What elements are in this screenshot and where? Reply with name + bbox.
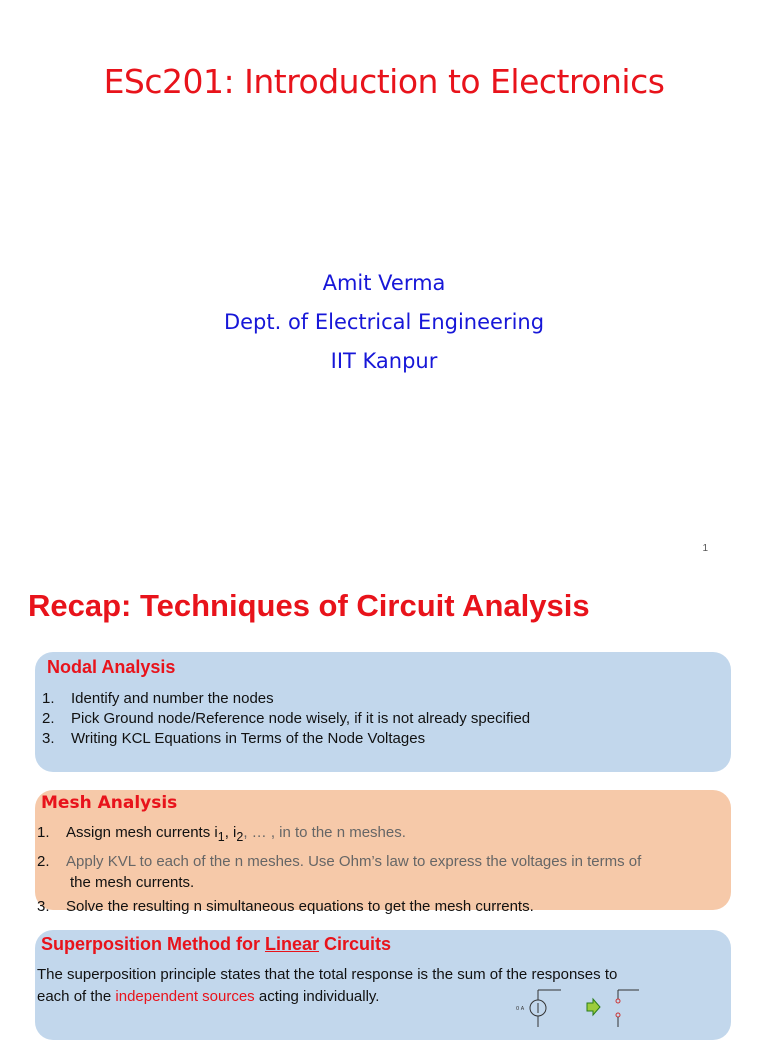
mesh-analysis-box	[35, 790, 731, 915]
superposition-heading: Superposition Method for Linear Circuits	[41, 934, 392, 954]
list-item: 1. Assign mesh currents $i_1$, $i_2$, … , in to the n meshes.	[37, 824, 406, 844]
mesh-list	[37, 822, 641, 920]
nodal-heading: Nodal Analysis	[47, 657, 176, 677]
slide-number: 1	[702, 543, 708, 554]
list-item: 3. Writing KCL Equations in Terms of the Node Voltages	[42, 730, 426, 747]
author-name: Amit Verma	[322, 271, 446, 295]
nodal-analysis-box	[35, 652, 731, 772]
list-item: 2. Apply KVL to each of the n meshes. Use Ohm’s law to express the voltages in terms of the mesh currents.	[37, 853, 642, 891]
circuit-diagram	[513, 987, 643, 1027]
list-item: 3. Solve the resulting n simultaneous equations to get the mesh currents.	[37, 898, 534, 915]
course-title: ESc201: Introduction to Electronics	[103, 62, 665, 101]
open-terminal-icon	[616, 1013, 620, 1017]
mesh-heading: Mesh Analysis	[41, 793, 178, 813]
arrow-right-icon	[587, 999, 600, 1015]
nodal-list	[42, 689, 530, 749]
current-source-label: 0 A	[516, 1006, 525, 1012]
author-institute: IIT Kanpur	[330, 349, 438, 373]
author-block	[0, 268, 768, 385]
author-department: Dept. of Electrical Engineering	[223, 310, 545, 334]
list-item: 1. Identify and number the nodes	[42, 690, 274, 707]
superposition-description: The superposition principle states that the total response is the sum of the responses to each of the independent sources acting individually.	[37, 966, 618, 1005]
open-terminal-icon	[616, 999, 620, 1003]
list-item: 2. Pick Ground node/Reference node wisely, if it is not already specified	[42, 710, 531, 727]
recap-title: Recap: Techniques of Circuit Analysis	[28, 588, 590, 623]
